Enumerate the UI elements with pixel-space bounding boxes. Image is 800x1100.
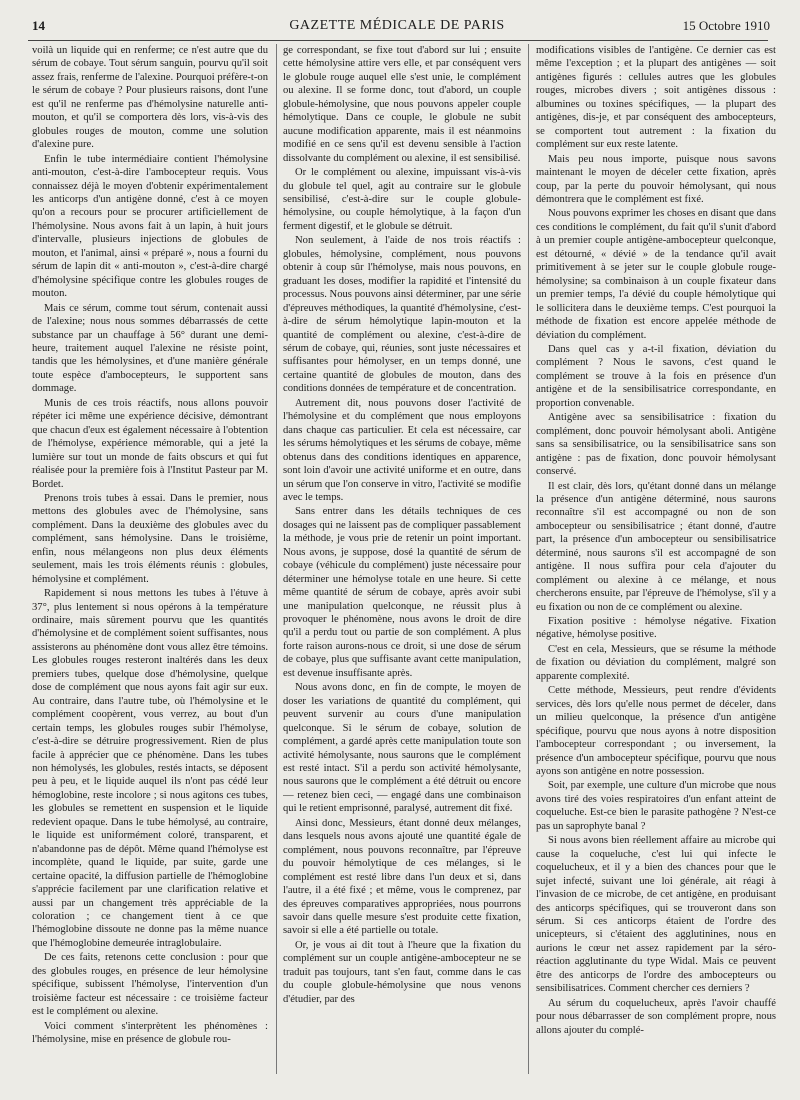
- paragraph: Sans entrer dans les détails techniques de ces dosages qui ne laissent pas de compliquer passablement la méthode, je vous prie de retenir un point important. Nous avons, je suppose, dosé la quantité de sérum de cobaye (véhicule du complément) juste nécessaire pour déterminer une hémolyse totale en une heure. Si cette même quantité de sérum de cobaye, après avoir subi une manipulation quelconque, ne réussit plus à provoquer le phénomène, nous avons le droit de dire qu'il a perdu tout ou partie de son complément. A plus forte raison aurons-nous ce droit, si une dose de sérum de cobaye, plus que suffisante avant cette manipulation, est devenue insuffisante après.: [283, 506, 521, 679]
- paragraph: Mais ce sérum, comme tout sérum, contenait aussi de l'alexine; nous nous sommes débarrassés de cette substance par un chauffage à 56° durant une demi-heure, traitement auquel l'alexine ne résiste point, tandis que les hémolysines, et d'une manière générale toute espèce d'ambocepteurs, le supportent sans dommage.: [32, 302, 268, 395]
- paragraph: Antigène avec sa sensibilisatrice : fixation du complément, donc pouvoir hémolysant aboli. Antigène sans sa sensibilisatrice, ou la sensibilisatrice sans son antigène : pas de fixation, donc pouvoir hémolysant conservé.: [536, 412, 776, 478]
- column-2: [283, 44, 521, 1084]
- paragraph: C'est en cela, Messieurs, que se résume la méthode de fixation ou déviation du complément, malgré son apparente complexité.: [536, 643, 776, 682]
- page-number: 14: [32, 18, 45, 33]
- paragraph: Enfin le tube intermédiaire contient l'hémolysine anti-mouton, c'est-à-dire l'ambocepteur requis. Vous connaissez déjà le moyen d'obtenir expérimentalement les anticorps d'un antigène donné, c'est à ce moyen qu'on a recours pour se procurer artificiellement de l'hémolysine. Nous avons fait à un lapin, à huit jours d'intervalle, plusieurs injections de globules de mouton, et l'animal, ainsi « préparé », nous a fourni du sérum de lapin dit « anti-mouton », c'est-à-dire chargé d'hémolysine spécifique contre les globules rouges de mouton.: [32, 153, 268, 300]
- column-1: [32, 44, 268, 1084]
- paragraph: ge correspondant, se fixe tout d'abord sur lui ; ensuite cette hémolysine attire vers elle, et par conséquent vers le globule rouge auquel elle s'est unie, le complément ou alexine. Il se forme donc, tout d'abord, un couple globule-hémolysine, que nous pouvons appeler couple hémolytique. Dans ce couple, le globule ne subit aucune modification apparente, mais il est néanmoins modifié en ce sens qu'il est devenu sensible à l'action dissolvante du complément ou alexine, il est sensibilisé.: [283, 45, 521, 164]
- paragraph: Mais peu nous importe, puisque nous savons maintenant le moyen de déceler cette fixation, après coup, par la perte du pouvoir hémolysant, qui nous démontrera que le complément est fixé.: [536, 153, 776, 205]
- paragraph: Cette méthode, Messieurs, peut rendre d'évidents services, dès lors qu'elle nous permet de déceler, dans un milieu quelconque, la présence d'un antigène spécifique, pourvu que nous ayons à notre disposition l'ambocepteur correspondant ; ou inversement, la présence d'un ambocepteur spécifique, pourvu que nous ayons son antigène en notre possession.: [536, 685, 776, 778]
- column-divider: [528, 44, 529, 1074]
- paragraph: Fixation positive : hémolyse négative. Fixation négative, hémolyse positive.: [536, 616, 776, 641]
- paragraph: Soit, par exemple, une culture d'un microbe que nous avons tiré des voies respiratoires d'un enfant atteint de coqueluche. Est-ce bien le parasite pathogène ? N'est-ce pas un saprophyte banal ?: [536, 780, 776, 832]
- page-header: [24, 18, 770, 38]
- paragraph: Dans quel cas y a-t-il fixation, déviation du complément ? Nous le savons, c'est quand le complément se trouve à la fois en présence d'un antigène et de la sensibilisatrice correspondante, en proportion convenable.: [536, 343, 776, 409]
- paragraph: Nous avons donc, en fin de compte, le moyen de doser les variations de quantité du complément, qui peuvent survenir au cours d'une manipulation quelconque. Si le sérum de cobaye, solution de complément, a gardé après cette manipulation toute son activité hémolysante, nous saurons que le complément est resté intact. S'il a perdu son activité hémolysante, nous saurons que le complément a été détruit ou encore — retenez bien ceci, — engagé dans une combinaison qui le retient emprisonné, paralysé, autrement dit fixé.: [283, 682, 521, 815]
- paragraph: Prenons trois tubes à essai. Dans le premier, nous mettons des globules avec de l'hémolysine, sans complément. Dans la deuxième des globules avec du complément, sans hémolysine. Dans le troisième, enfin, nous mélangeons non plus deux éléments seulement, mais les trois éléments réunis : globules, hémolysine et complément.: [32, 492, 268, 585]
- paragraph: Au sérum du coquelucheux, après l'avoir chauffé pour nous débarrasser de son complément propre, nous allons ajouter du complé-: [536, 997, 776, 1036]
- paragraph: Ainsi donc, Messieurs, étant donné deux mélanges, dans lesquels nous avons ajouté une quantité égale de complément, nous pouvons reconnaître, par l'épreuve du pouvoir hémolytique de ces mélanges, si le complément est resté libre dans l'un deux et si, dans l'autre, il a été fixé ; et même, vous le comprenez, par des épreuves comparatives appropriées, nous pourrons savoir dans quelle mesure s'est produite cette fixation, savoir si elle a été partielle ou totale.: [283, 817, 521, 937]
- paragraph: modifications visibles de l'antigène. Ce dernier cas est même l'exception ; et la plupart des antigènes — soit antigènes figurés : cellules autres que les globules rouges, microbes divers ; soit antigènes dissous : albumines ou toxines spécifiques, — la plupart des antigènes, dis-je, et par conséquent des ambocepteurs, se comportent tout autrement : la fixation du complément sur eux reste latente.: [536, 45, 776, 151]
- journal-title: GAZETTE MÉDICALE DE PARIS: [289, 18, 505, 33]
- paragraph: Nous pouvons exprimer les choses en disant que dans ces conditions le complément, du fait qu'il s'unit d'abord à un premier couple antigène-ambocepteur quelconque, est détourné, « dévié » de la tendance qu'il avait primitivement à se jeter sur le couple globule rouge-hémolysine; sa combinaison à un couple fixateur dans un premier temps, l'a dévié du couple hémolytique qui le sollicitera dans le deuxième temps. C'est pourquoi la méthode de fixation est encore appelée méthode de déviation du complément.: [536, 208, 776, 341]
- paragraph: Si nous avons bien réellement affaire au microbe qui cause la coqueluche, c'est lui qui infecte le coquelucheux, et il y a bien des chances pour que le sujet infecté, suivant une loi générale, ait réagi à l'invasion de ce microbe, de cet antigène, en produisant des anticorps spécifiques, qui se trouveront dans son sérum. Si ces anticorps étaient de l'ordre des unicepteurs, si c'étaient des agglutinines, nous en aurions le cœur net assez rapidement par la séro-réaction agglutinante du type Widal. Mais ce peuvent être des anticorps de l'ordre des ambocepteurs ou sensibilisatrices. Comment chercher ces derniers ?: [536, 835, 776, 995]
- paragraph: De ces faits, retenons cette conclusion : pour que des globules rouges, en présence de leur hémolysine spécifique, subissent l'hémolyse, l'intervention d'un troisième facteur est nécessaire : ce troisième facteur est le complément ou alexine.: [32, 952, 268, 1018]
- paragraph: Or le complément ou alexine, impuissant vis-à-vis du globule tel quel, agit au contraire sur le globule sensibilisé, c'est-à-dire sur le couple globule-hémolysine, ou couple hémolytique, à la façon d'un ferment digestif, et le globule se détruit.: [283, 167, 521, 232]
- paragraph: Voici comment s'interprètent les phénomènes : l'hémolysine, mise en présence de globule rou-: [32, 1020, 268, 1046]
- issue-date: 15 Octobre 1910: [682, 18, 770, 33]
- paragraph: Rapidement si nous mettons les tubes à l'étuve à 37°, plus lentement si nous opérons à la température ordinaire, mais sûrement pourvu que les quantités d'hémolysine et de complément soient suffisantes, nous assisterons au phénomène dont vous allez être témoins. Les globules rouges resteront inaltérés dans les deux premiers tubes, quelque dose d'hémolysine, quelque dose de complément que nous ayons fait agir sur eux. Au contraire, dans l'autre tube, où l'hémolysine et le complément coopèrent, vous verrez, au bout d'un certain temps, les globules rouges subir l'hémolyse, c'est-à-dire se détruire progressivement. Rien de plus facile à apprécier que ce phénomène. Dans les tubes non hémolysés, les globules, restés intacts, se déposent peu à peu, et le liquide auquel ils n'ont pas cédé leur hémoglobine, reste incolore ; si nous agitons ces tubes, les globules se remettent en suspension et le liquide redevient opaque. Dans le tube hémolysé, au contraire, le liquide est uniformément coloré, transparent, et n'abandonne pas de dépôt. Même quand l'hémolyse est incomplète, quand le liquide, par suite, garde une certaine opacité, la diffusion partielle de l'hémoglobine s'apprécie facilement par une clarification relative et aussi par un changement très appréciable de la coloration ; ce changement tient à ce que l'hémoglobine dissoute ne donne pas la même nuance que l'hémoglobine demeurée intraglobulaire.: [32, 588, 268, 949]
- paragraph: Il est clair, dès lors, qu'étant donné dans un mélange la présence d'un antigène déterminé, nous saurons reconnaître s'il est accompagné ou non de son ambocepteur ou sensibilisatrice ; étant donné, d'autre part, la présence d'un ambocepteur ou sensibilisatrice déterminé, nous saurons s'il est accompagné de son antigène. Il nous suffira pour cela d'ajouter du complément ou alexine à ce mélange, et nous chercherons ensuite, par l'épreuve de l'hémolyse, s'il y a eu fixation ou non de ce complément ou alexine.: [536, 480, 776, 613]
- column-divider: [276, 44, 277, 1074]
- paragraph: Autrement dit, nous pouvons doser l'activité de l'hémolysine et du complément que nous employons dans chaque cas particulier. Et cela est nécessaire, car les sérums hémolytiques et les sérums de cobaye, même obtenus dans des conditions identiques en apparence, sont loin d'avoir une activité uniforme et en outre, dans un sérum que l'on conserve in vitro, l'activité se modifie avec le temps.: [283, 397, 521, 503]
- paragraph: Or, je vous ai dit tout à l'heure que la fixation du complément sur un couple antigène-ambocepteur ne se traduit pas toujours, tant s'en faut, comme dans le cas du couple globule-hémolysine que nous venons d'étudier, par des: [283, 939, 521, 1005]
- paragraph: Munis de ces trois réactifs, nous allons pouvoir répéter ici même une expérience décisive, démontrant que chacun d'eux est également nécessaire à l'obtention de l'hémolyse, expérience mémorable, qui a jeté la lumière sur tout un monde de faits obscurs et qui fut réalisée pour la première fois à l'Institut Pasteur par M. Bordet.: [32, 397, 268, 490]
- column-3: [536, 44, 776, 1084]
- paragraph: voilà un liquide qui en renferme; ce n'est autre que du sérum de cobaye. Tout sérum sanguin, pourvu qu'il soit assez frais, renferme de l'alexine. Pourquoi préfère-t-on le sérum de cobaye ? Pour plusieurs raisons, dont l'une est qu'il ne renferme pas d'hémolysine naturelle anti-mouton, et qu'il se comportera dès lors, vis-à-vis des globules rouges de mouton, comme une solution d'alexine pure.: [32, 45, 268, 151]
- header-rule: [28, 40, 768, 41]
- paragraph: Non seulement, à l'aide de nos trois réactifs : globules, hémolysine, complément, nous pouvons obtenir à coup sûr l'hémolyse, mais nous pouvons, en graduant les doses, modifier la rapidité et l'intensité du processus. Nous pouvons ainsi déterminer, par une série d'épreuves méthodiques, la quantité d'hémolysine, c'est-à-dire de sérum hémolytique lapin-mouton et la quantité de complément ou alexine, c'est-à-dire de sérum de cobaye, qui, réunies, sont juste nécessaires et suffisantes pour hémolyser, en un temps donné, une certaine quantité de globules de mouton, dans des conditions données de température et de concentration.: [283, 235, 521, 395]
